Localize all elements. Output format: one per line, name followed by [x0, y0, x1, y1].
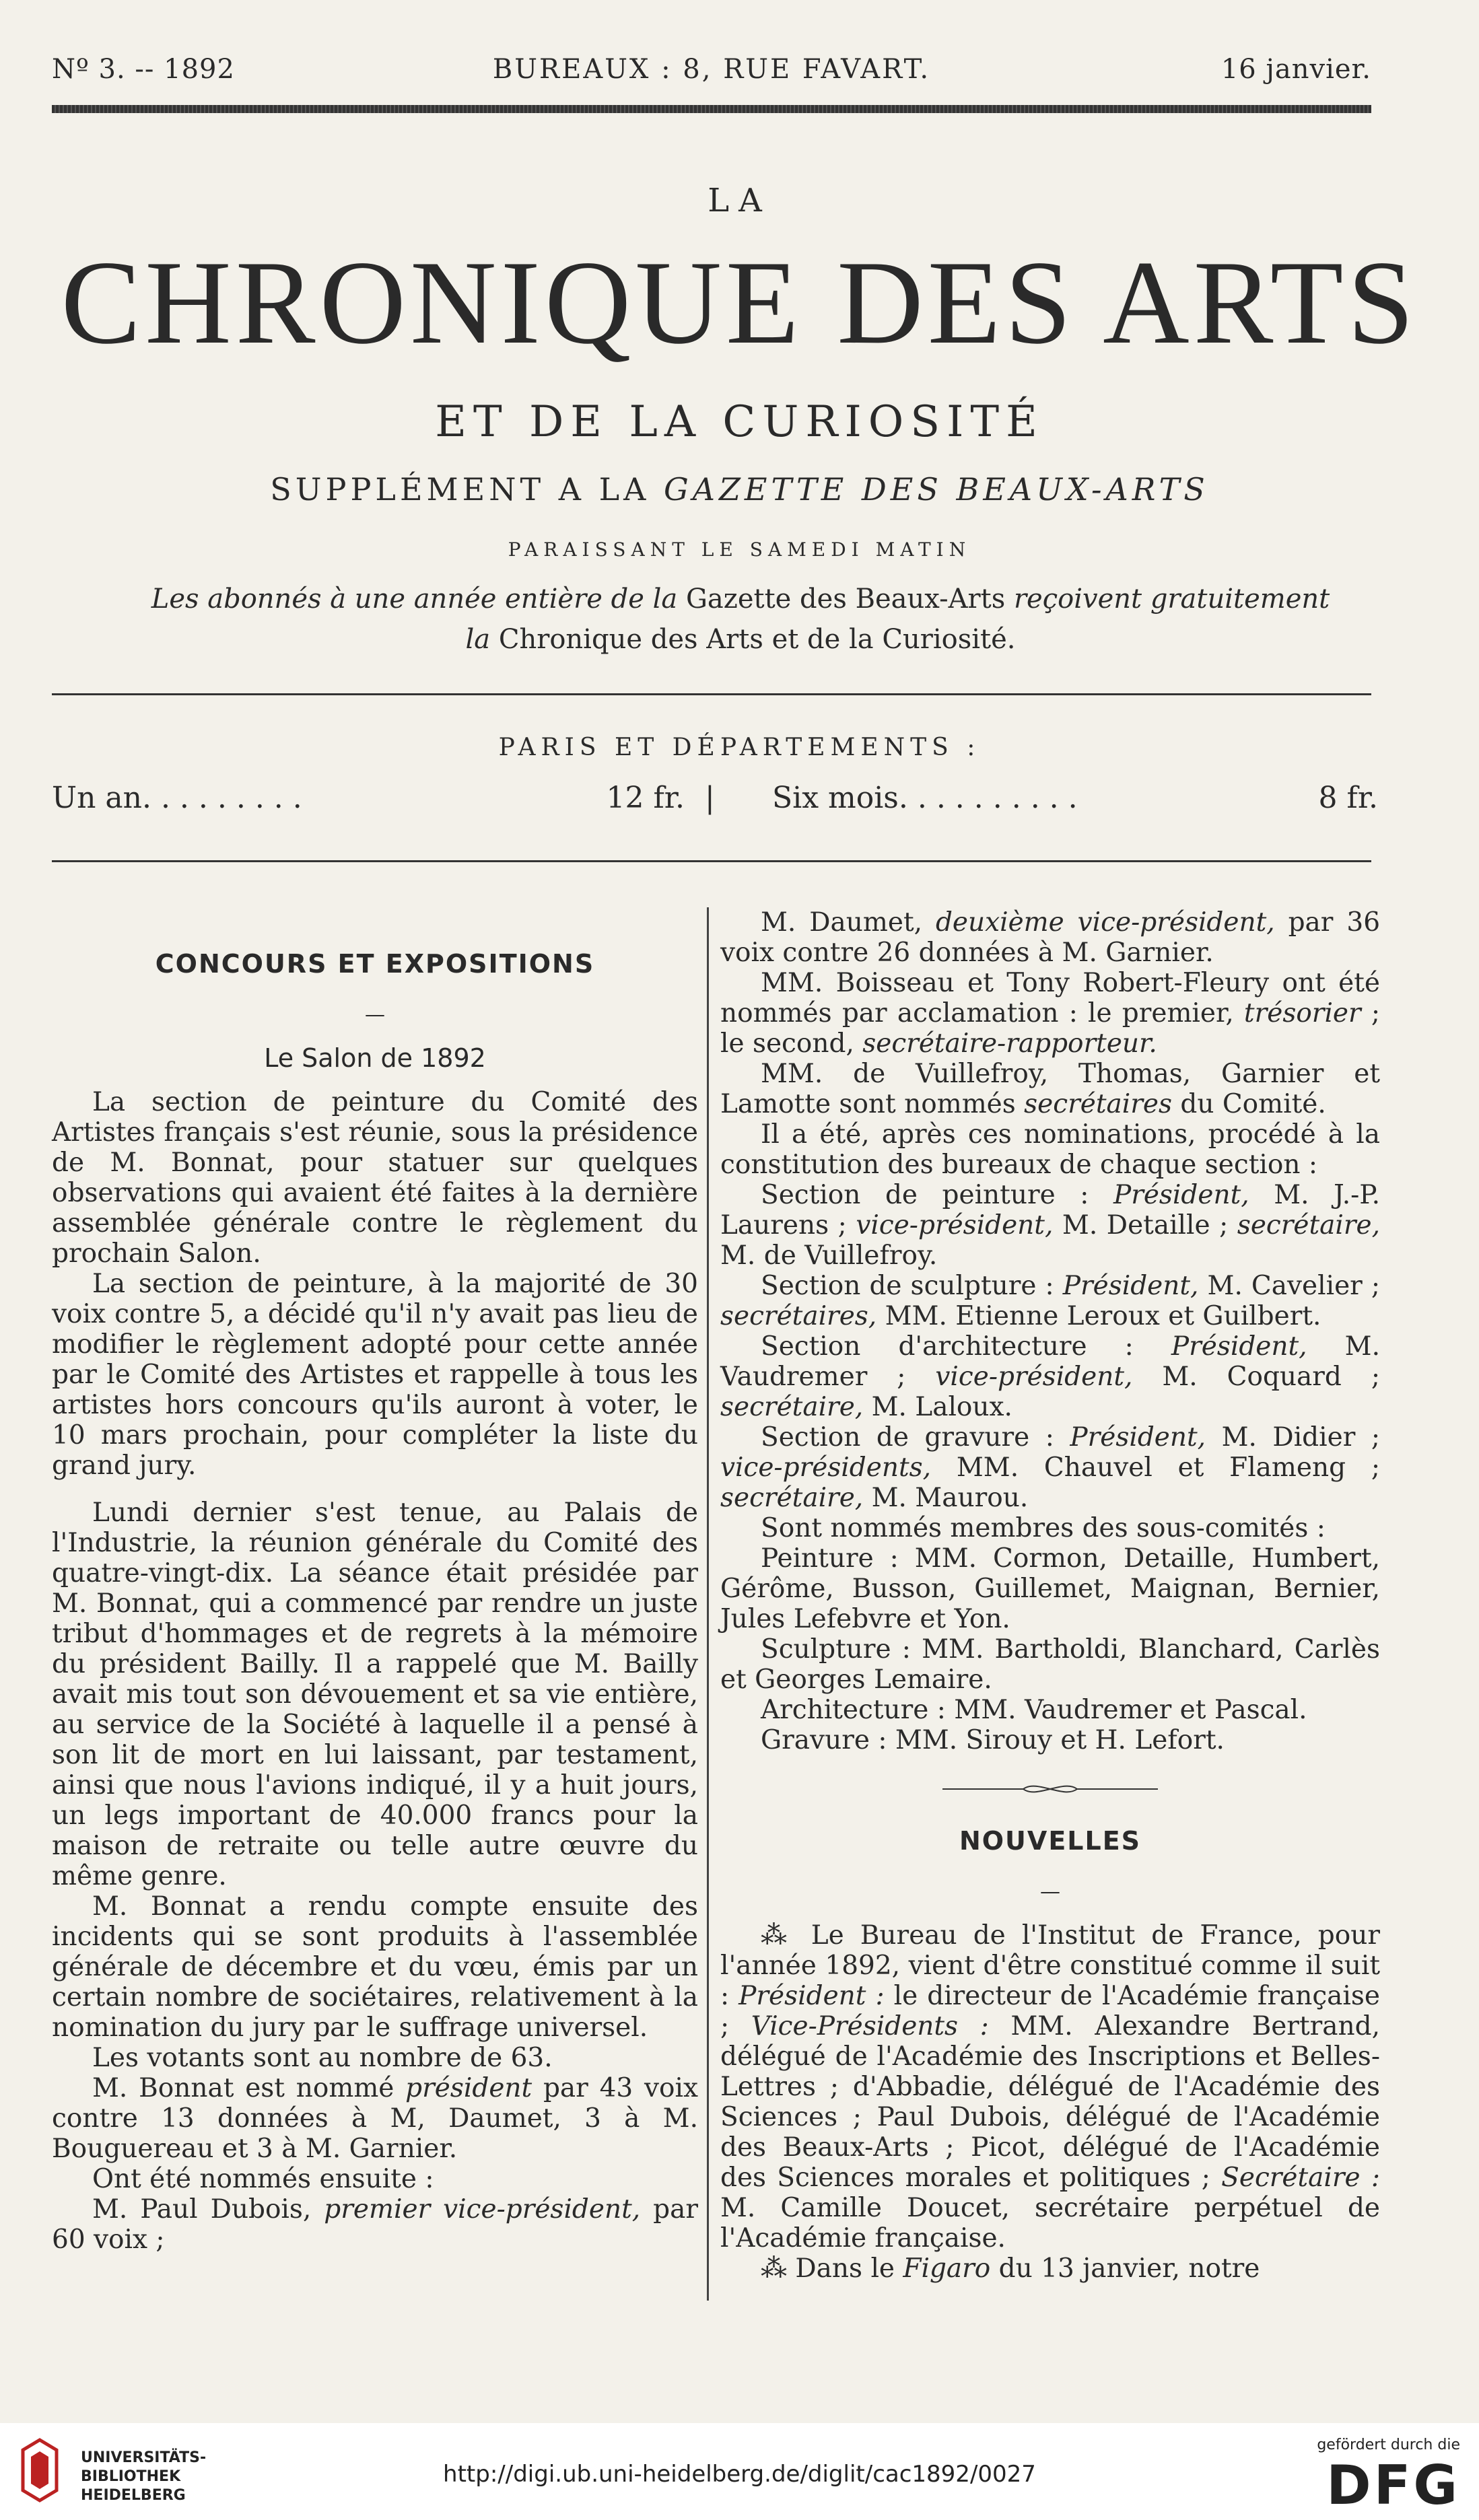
masthead-supplement — [0, 471, 1479, 508]
text-run: par 60 voix ; — [52, 2194, 698, 2255]
header-line — [52, 54, 1371, 94]
paragraph — [52, 2073, 698, 2164]
section-dash: — — [1040, 1880, 1060, 1903]
masthead-paraissant: PARAISSANT LE SAMEDI MATIN — [508, 538, 971, 561]
text-run: Président : — [738, 1981, 885, 2011]
library-line: UNIVERSITÄTS- — [81, 2449, 207, 2466]
subscription-prices — [52, 781, 1378, 821]
text-run: secrétaires, — [720, 1301, 877, 1331]
supplement-prefix: SUPPLÉMENT A LA — [270, 471, 664, 508]
text-run: vice-président, — [856, 1210, 1054, 1240]
text-run: M. de Vuillefroy. — [720, 1240, 938, 1271]
issue-number: Nº 3. -- 1892 — [52, 54, 235, 85]
text-run: Vice-Présidents : — [751, 2011, 989, 2041]
text-run: secrétaire, — [720, 1392, 864, 1422]
text-run: du 13 janvier, notre — [990, 2253, 1260, 2284]
paragraph — [720, 968, 1380, 1059]
text-run: Section de gravure : — [761, 1422, 1070, 1452]
text-run: MM. de Vuillefroy, Thomas, Garnier et Lamotte sont nommés — [720, 1059, 1380, 1119]
abonnes-2: Gazette des Beaux-Arts — [677, 584, 1014, 615]
text-run: président — [405, 2073, 532, 2103]
price-six-months — [772, 781, 1378, 815]
masthead-title: CHRONIQUE DES ARTS — [61, 236, 1418, 369]
text-run: M. Daumet, — [761, 907, 936, 938]
paragraph — [720, 1180, 1380, 1271]
paragraph: Ont été nommés ensuite : — [92, 2164, 434, 2194]
paragraph — [720, 907, 1380, 968]
paragraph — [720, 1059, 1380, 1119]
bureaux-address: BUREAUX : 8, RUE FAVART. — [492, 54, 931, 85]
paragraph: M. Bonnat a rendu compte ensuite des incidents qui se sont produits à l'assemblée générale de décembre et du vœu, émis par un certain nombre de sociétaires, relativement à la nomination du jury par le suffrage universel. — [52, 1891, 698, 2043]
paragraph: Gravure : MM. Sirouy et H. Lefort. — [761, 1725, 1225, 1755]
text-run: Figaro — [903, 2253, 991, 2284]
paragraph: Sont nommés membres des sous-comités : — [761, 1513, 1326, 1543]
text-run: premier vice-président, — [324, 2194, 641, 2225]
abonnes-5: Chronique des Arts et de la Curiosité. — [490, 624, 1016, 655]
text-run: MM. Boisseau et Tony Robert-Fleury ont été nommés par acclamation : le premier, — [720, 968, 1380, 1028]
text-run: M. Didier ; — [1206, 1422, 1380, 1452]
paragraph — [720, 1422, 1380, 1513]
text-run: M. Laloux. — [863, 1392, 1012, 1422]
text-run: trésorier — [1243, 998, 1361, 1028]
text-run: secrétaire, — [1237, 1210, 1380, 1240]
text-run: Secrétaire : — [1221, 2163, 1380, 2193]
text-run: ⁂ Dans le — [761, 2253, 903, 2284]
text-run: MM. Alexandre Bertrand, délégué de l'Académie des Inscriptions et Belles-Lettres ; d'Abbadie, délégué de l'Académie des Sciences ; Paul Dubois, délégué de l'Académie des Beaux-Arts ; Picot, délégué de l'Académie des Sciences morales et politiques ; — [720, 2011, 1380, 2193]
paragraph — [720, 2253, 1380, 2284]
paragraph — [720, 1331, 1380, 1422]
paragraph — [720, 1920, 1380, 2253]
masthead-rule — [52, 693, 1371, 695]
digital-url-link[interactable]: http://digi.ub.uni-heidelberg.de/diglit/cac1892/0027 — [443, 2461, 1036, 2488]
text-run: M. Coquard ; — [1132, 1362, 1380, 1392]
text-run: deuxième vice-président, — [935, 907, 1275, 938]
text-run: Président, — [1113, 1180, 1249, 1210]
ornament-divider — [720, 1776, 1380, 1806]
text-run: du Comité. — [1171, 1089, 1326, 1119]
text-run: M. Paul Dubois, — [92, 2194, 324, 2225]
text-run: M. Vaudremer ; — [720, 1331, 1380, 1392]
funding-note: gefördert durch die — [1317, 2437, 1460, 2453]
section-dash: — — [365, 1003, 385, 1026]
abonnes-1: Les abonnés à une année entière de la — [151, 584, 678, 615]
text-run: ⁂ Le Bureau de l'Institut de France, pour l'année 1892, vient d'être constitué comme il suit : — [720, 1920, 1380, 2011]
subheading-salon: Le Salon de 1892 — [264, 1043, 486, 1073]
paragraph: Les votants sont au nombre de 63. — [92, 2043, 553, 2073]
abonnes-4: la — [465, 624, 491, 655]
digitization-footer — [0, 2423, 1479, 2520]
text-run: Président, — [1062, 1271, 1199, 1301]
left-column — [52, 922, 698, 2255]
paragraph: Peinture : MM. Cormon, Detaille, Humbert, Gérôme, Busson, Guillemet, Maignan, Bernier, Jules Lefebvre et Yon. — [720, 1543, 1380, 1634]
column-divider — [707, 907, 709, 2301]
price-year-amount: 12 fr. — [606, 781, 685, 815]
text-run: M. Detaille ; — [1053, 1210, 1237, 1240]
text-run: M. Maurou. — [863, 1483, 1029, 1513]
library-line: HEIDELBERG — [81, 2487, 186, 2504]
text-run: M. Bonnat est nommé — [92, 2073, 406, 2103]
supplement-gazette: GAZETTE DES BEAUX-ARTS — [664, 471, 1209, 508]
text-run: secrétaires — [1024, 1089, 1172, 1119]
text-run: Président, — [1171, 1331, 1307, 1362]
text-run: le directeur de l'Académie française ; — [720, 1981, 1380, 2041]
text-run: M. J.-P. Laurens ; — [720, 1180, 1380, 1240]
text-run: Section de peinture : — [761, 1180, 1113, 1210]
right-column — [720, 907, 1380, 2284]
paragraph: La section de peinture du Comité des Artistes français s'est réunie, sous la présidence de M. Bonnat, pour statuer sur quelques observations qui avaient été faites à la dernière assemblée générale contre le règlement du prochain Salon. — [52, 1087, 698, 1269]
price-separator: | — [705, 781, 715, 815]
text-run: par 43 voix contre 13 données à M, Daumet, 3 à M. Bouguereau et 3 à M. Garnier. — [52, 2073, 698, 2164]
paragraph — [720, 1271, 1380, 1331]
masthead-la: LA — [708, 182, 771, 219]
paragraph: Il a été, après ces nominations, procédé à la constitution des bureaux de chaque section : — [720, 1119, 1380, 1180]
text-run: secrétaire-rapporteur. — [862, 1028, 1157, 1059]
header-rule — [52, 105, 1371, 113]
price-six-label: Six mois. . . . . . . . . . — [772, 781, 1078, 815]
text-run: vice-président, — [935, 1362, 1133, 1392]
paragraph: Sculpture : MM. Bartholdi, Blanchard, Carlès et Georges Lemaire. — [720, 1634, 1380, 1695]
section-title-concours: CONCOURS ET EXPOSITIONS — [155, 949, 595, 979]
price-year-label: Un an. . . . . . . . . — [52, 781, 302, 815]
paragraph: La section de peinture, à la majorité de 30 voix contre 5, a décidé qu'il n'y avait pas lieu de modifier le règlement adopté pour cette année par le Comité des Artistes et rappelle à tous les artistes hors concours qu'ils auront à voter, le 10 mars prochain, pour compléter la liste du grand jury. — [52, 1269, 698, 1481]
text-run: MM. Etienne Leroux et Guilbert. — [876, 1301, 1321, 1331]
text-run: Président, — [1070, 1422, 1206, 1452]
masthead-abonnes — [81, 579, 1400, 660]
text-run: Section de sculpture : — [761, 1271, 1063, 1301]
dfg-logo: DFG — [1326, 2454, 1460, 2517]
library-line: BIBLIOTHEK — [81, 2468, 181, 2485]
text-run: M. Cavelier ; — [1198, 1271, 1380, 1301]
text-run: secrétaire, — [720, 1483, 864, 1513]
text-run: vice-présidents, — [720, 1452, 932, 1483]
price-six-amount: 8 fr. — [1318, 781, 1378, 815]
paragraph: Lundi dernier s'est tenue, au Palais de l'Industrie, la réunion générale du Comité des quatre-vingt-dix. La séance était présidée par M. Bonnat, qui a commencé par rendre un juste tribut d'hommages et de regrets à la mémoire du président Bailly. Il a rappelé que M. Bailly avait mis tout son dévouement et sa vie entière, au service de la Société à laquelle il a pensé à son lit de mort en lui laissant, par testament, ainsi que nous l'avions indiqué, il y a huit jours, un legs important de 40.000 francs pour la maison de retraite ou telle autre œuvre du même genre. — [52, 1498, 698, 1891]
text-run: M. Camille Doucet, secrétaire perpétuel de l'Académie française. — [720, 2193, 1380, 2253]
text-run: Section d'architecture : — [761, 1331, 1171, 1362]
paragraph — [52, 2194, 698, 2255]
text-run: ; le second, — [720, 998, 1380, 1059]
price-year — [52, 781, 685, 815]
section-title-nouvelles: NOUVELLES — [959, 1826, 1142, 1856]
paragraph: Architecture : MM. Vaudremer et Pascal. — [761, 1695, 1307, 1725]
subscription-rule — [52, 860, 1371, 862]
ornament-icon — [942, 1779, 1158, 1799]
issue-date: 16 janvier. — [1220, 54, 1371, 85]
masthead-subtitle: ET DE LA CURIOSITÉ — [435, 397, 1044, 447]
abonnes-3: reçoivent gratuitement — [1013, 584, 1330, 615]
subscription-heading: PARIS ET DÉPARTEMENTS : — [498, 734, 981, 761]
text-run: MM. Chauvel et Flameng ; — [931, 1452, 1380, 1483]
text-run: par 36 voix contre 26 données à M. Garnier. — [720, 907, 1381, 968]
